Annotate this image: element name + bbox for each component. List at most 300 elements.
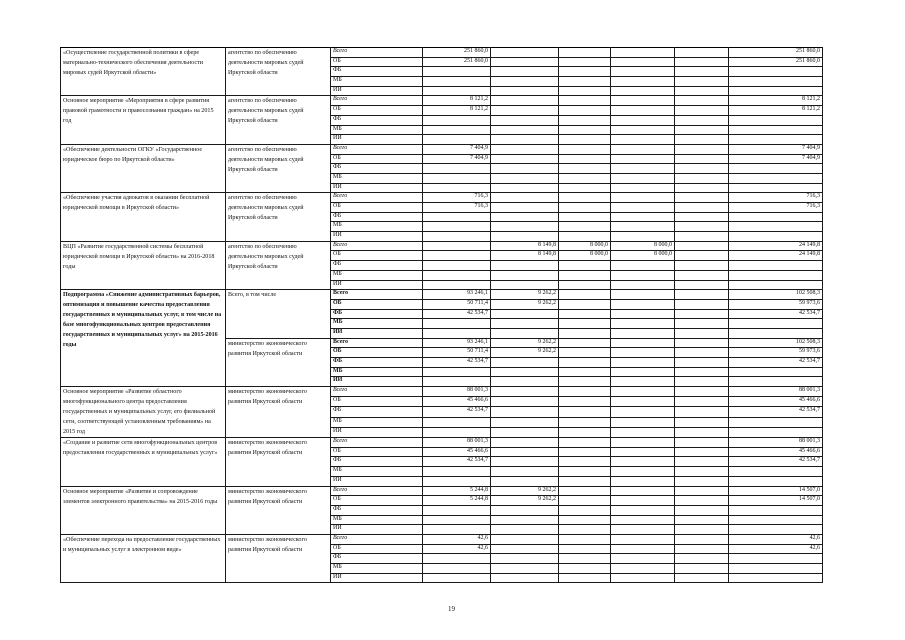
responsible-executor: министерство экономического развития Иркутской области: [226, 438, 331, 486]
year-amount: [611, 280, 675, 290]
funding-source: Всего: [331, 338, 423, 348]
funding-source: ИИ: [331, 86, 423, 96]
funding-source: ОБ: [331, 106, 423, 116]
table-row: [61, 387, 823, 397]
year-amount: [611, 212, 675, 222]
year-amount: [611, 299, 675, 309]
year-amount: [559, 417, 611, 427]
year-amount: [611, 270, 675, 280]
funding-source: МБ: [331, 222, 423, 232]
year-amount: [491, 193, 559, 203]
year-amount: [423, 183, 491, 193]
total-amount: [729, 135, 823, 145]
funding-source: ФБ: [331, 115, 423, 125]
funding-source: Всего: [331, 144, 423, 154]
year-amount: [675, 125, 729, 135]
funding-source: Всего: [331, 387, 423, 397]
page-number: 19: [448, 605, 455, 613]
year-amount: [559, 486, 611, 496]
year-amount: [611, 193, 675, 203]
year-amount: 716,3: [423, 193, 491, 203]
year-amount: [491, 270, 559, 280]
year-amount: [559, 377, 611, 387]
year-amount: 7 404,9: [423, 154, 491, 164]
year-amount: [423, 564, 491, 574]
year-amount: [675, 505, 729, 515]
year-amount: 8 149,8: [491, 251, 559, 261]
year-amount: 9 262,2: [491, 299, 559, 309]
year-amount: [491, 86, 559, 96]
year-amount: [559, 348, 611, 358]
year-amount: [675, 290, 729, 300]
total-amount: [729, 183, 823, 193]
year-amount: [491, 203, 559, 213]
year-amount: [675, 358, 729, 368]
year-amount: [611, 348, 675, 358]
total-amount: 716,3: [729, 203, 823, 213]
year-amount: 42 534,7: [423, 407, 491, 417]
year-amount: [675, 328, 729, 338]
year-amount: [559, 106, 611, 116]
year-amount: [491, 397, 559, 407]
year-amount: [491, 554, 559, 564]
total-amount: [729, 427, 823, 437]
year-amount: [611, 486, 675, 496]
year-amount: [491, 183, 559, 193]
year-amount: [611, 457, 675, 467]
year-amount: [559, 505, 611, 515]
year-amount: 50 711,4: [423, 299, 491, 309]
total-amount: 45 466,6: [729, 397, 823, 407]
activity-description: «Обеспечение деятельности ОГКУ «Государственное юридическое бюро по Иркутской области»: [61, 144, 226, 192]
year-amount: [675, 115, 729, 125]
total-amount: 7 404,9: [729, 144, 823, 154]
year-amount: [491, 438, 559, 448]
year-amount: [611, 554, 675, 564]
funding-source: Всего: [331, 193, 423, 203]
year-amount: [559, 496, 611, 506]
total-amount: 7 404,9: [729, 154, 823, 164]
total-amount: [729, 270, 823, 280]
funding-source: ФБ: [331, 67, 423, 77]
year-amount: 8 000,0: [559, 241, 611, 251]
year-amount: [675, 86, 729, 96]
year-amount: [491, 476, 559, 486]
year-amount: [491, 544, 559, 554]
year-amount: 9 262,2: [491, 348, 559, 358]
year-amount: [675, 438, 729, 448]
funding-source: МБ: [331, 270, 423, 280]
year-amount: [491, 387, 559, 397]
total-amount: [729, 77, 823, 87]
funding-source: ФБ: [331, 505, 423, 515]
year-amount: [559, 309, 611, 319]
year-amount: [675, 515, 729, 525]
total-amount: 42 534,7: [729, 457, 823, 467]
total-amount: 8 121,2: [729, 96, 823, 106]
total-amount: [729, 261, 823, 271]
funding-source: ФБ: [331, 554, 423, 564]
responsible-executor: агентство по обеспечению деятельности мировых судей Иркутской области: [226, 96, 331, 144]
year-amount: [491, 319, 559, 329]
year-amount: [491, 164, 559, 174]
total-amount: [729, 328, 823, 338]
total-amount: [729, 319, 823, 329]
funding-source: ИИ: [331, 280, 423, 290]
funding-source: МБ: [331, 417, 423, 427]
year-amount: [675, 534, 729, 544]
funding-source: МБ: [331, 77, 423, 87]
year-amount: 8 000,0: [559, 251, 611, 261]
year-amount: [611, 476, 675, 486]
year-amount: 45 466,6: [423, 397, 491, 407]
year-amount: [491, 467, 559, 477]
funding-source: Всего: [331, 438, 423, 448]
total-amount: 42,6: [729, 544, 823, 554]
year-amount: [611, 164, 675, 174]
year-amount: [611, 203, 675, 213]
year-amount: [675, 407, 729, 417]
funding-source: ОБ: [331, 496, 423, 506]
year-amount: [423, 164, 491, 174]
year-amount: [423, 86, 491, 96]
funding-source: ИИ: [331, 573, 423, 583]
year-amount: [675, 212, 729, 222]
year-amount: [675, 193, 729, 203]
year-amount: [611, 338, 675, 348]
year-amount: [491, 77, 559, 87]
funding-source: ИИ: [331, 135, 423, 145]
year-amount: [559, 564, 611, 574]
year-amount: [675, 270, 729, 280]
total-amount: [729, 173, 823, 183]
year-amount: 42 534,7: [423, 457, 491, 467]
year-amount: [423, 67, 491, 77]
funding-source: ИИ: [331, 377, 423, 387]
year-amount: [675, 299, 729, 309]
total-amount: 24 149,8: [729, 251, 823, 261]
year-amount: [611, 505, 675, 515]
activity-description: «Осуществление государственной политики в сфере материально-технического обеспечения деятельности мировых судей Иркутской области»: [61, 48, 226, 96]
total-amount: 88 001,3: [729, 438, 823, 448]
year-amount: [611, 232, 675, 242]
year-amount: [491, 48, 559, 58]
year-amount: [611, 183, 675, 193]
total-amount: [729, 212, 823, 222]
activity-description: «Обеспечение участия адвокатов в оказании бесплатной юридической помощи в Иркутской области»: [61, 193, 226, 241]
total-amount: 8 121,2: [729, 106, 823, 116]
year-amount: [611, 387, 675, 397]
total-amount: 251 860,0: [729, 48, 823, 58]
funding-source: ИИ: [331, 183, 423, 193]
total-amount: 59 973,6: [729, 299, 823, 309]
year-amount: [491, 222, 559, 232]
year-amount: [491, 427, 559, 437]
year-amount: [559, 534, 611, 544]
year-amount: [675, 496, 729, 506]
year-amount: [559, 183, 611, 193]
funding-source: МБ: [331, 125, 423, 135]
year-amount: [491, 280, 559, 290]
year-amount: [675, 447, 729, 457]
year-amount: [559, 358, 611, 368]
year-amount: [559, 164, 611, 174]
year-amount: [675, 397, 729, 407]
year-amount: [675, 554, 729, 564]
funding-source: ФБ: [331, 212, 423, 222]
total-amount: [729, 515, 823, 525]
year-amount: [611, 261, 675, 271]
table-row: [61, 241, 823, 251]
year-amount: [675, 476, 729, 486]
year-amount: [491, 525, 559, 535]
year-amount: 5 244,8: [423, 486, 491, 496]
year-amount: [559, 280, 611, 290]
funding-source: ИИ: [331, 525, 423, 535]
year-amount: [611, 367, 675, 377]
activity-description: Основное мероприятие «Развитие областного многофункционального центра предоставления государственных и муниципальных услуг, его филиальной сети, соответствующей установленным требованиям» на 2015 год: [61, 387, 226, 438]
year-amount: [559, 232, 611, 242]
funding-source: МБ: [331, 319, 423, 329]
year-amount: [423, 280, 491, 290]
funding-source: ОБ: [331, 154, 423, 164]
total-amount: [729, 86, 823, 96]
funding-source: ФБ: [331, 309, 423, 319]
year-amount: [675, 241, 729, 251]
year-amount: [675, 417, 729, 427]
year-amount: [423, 417, 491, 427]
total-amount: [729, 525, 823, 535]
year-amount: [675, 457, 729, 467]
year-amount: [611, 135, 675, 145]
funding-source: ФБ: [331, 261, 423, 271]
total-amount: [729, 554, 823, 564]
year-amount: [675, 348, 729, 358]
year-amount: [611, 417, 675, 427]
funding-source: МБ: [331, 467, 423, 477]
total-amount: [729, 377, 823, 387]
year-amount: 8 121,2: [423, 96, 491, 106]
year-amount: [611, 564, 675, 574]
year-amount: [611, 407, 675, 417]
year-amount: 251 860,0: [423, 48, 491, 58]
year-amount: [675, 164, 729, 174]
year-amount: [491, 328, 559, 338]
year-amount: [423, 261, 491, 271]
year-amount: [423, 525, 491, 535]
table-row: [61, 438, 823, 448]
year-amount: [611, 125, 675, 135]
year-amount: 716,3: [423, 203, 491, 213]
year-amount: [611, 544, 675, 554]
year-amount: [611, 290, 675, 300]
year-amount: [559, 96, 611, 106]
year-amount: [611, 144, 675, 154]
year-amount: [611, 328, 675, 338]
responsible-executor: агентство по обеспечению деятельности мировых судей Иркутской области: [226, 193, 331, 241]
year-amount: [559, 212, 611, 222]
total-amount: 14 507,0: [729, 496, 823, 506]
funding-source: ОБ: [331, 203, 423, 213]
year-amount: [559, 135, 611, 145]
year-amount: [423, 115, 491, 125]
year-amount: [423, 554, 491, 564]
year-amount: [611, 309, 675, 319]
year-amount: [491, 417, 559, 427]
responsible-executor: Всего, в том числе: [226, 290, 331, 338]
year-amount: [559, 67, 611, 77]
table-row: [61, 534, 823, 544]
year-amount: [559, 467, 611, 477]
year-amount: [559, 328, 611, 338]
table-row: [61, 96, 823, 106]
total-amount: [729, 67, 823, 77]
year-amount: [423, 251, 491, 261]
year-amount: [491, 106, 559, 116]
year-amount: [423, 367, 491, 377]
year-amount: [611, 154, 675, 164]
activity-description: «Обеспечение перехода на предоставление государственных и муниципальных услуг в электронном виде»: [61, 534, 226, 582]
funding-source: МБ: [331, 173, 423, 183]
year-amount: [491, 377, 559, 387]
year-amount: [423, 232, 491, 242]
responsible-executor: агентство по обеспечению деятельности мировых судей Иркутской области: [226, 241, 331, 289]
responsible-executor: министерство экономического развития Иркутской области: [226, 486, 331, 534]
year-amount: 8 121,2: [423, 106, 491, 116]
funding-source: ИИ: [331, 476, 423, 486]
year-amount: [611, 77, 675, 87]
year-amount: [559, 319, 611, 329]
year-amount: [491, 407, 559, 417]
year-amount: [423, 212, 491, 222]
year-amount: [675, 135, 729, 145]
funding-source: ФБ: [331, 457, 423, 467]
year-amount: [423, 173, 491, 183]
year-amount: [675, 338, 729, 348]
year-amount: [423, 222, 491, 232]
year-amount: [559, 203, 611, 213]
total-amount: 42 534,7: [729, 309, 823, 319]
table-row: [61, 144, 823, 154]
year-amount: [559, 57, 611, 67]
year-amount: [611, 173, 675, 183]
year-amount: 7 404,9: [423, 144, 491, 154]
year-amount: 251 860,0: [423, 57, 491, 67]
year-amount: [559, 125, 611, 135]
total-amount: 102 508,3: [729, 290, 823, 300]
responsible-executor: агентство по обеспечению деятельности мировых судей Иркутской области: [226, 48, 331, 96]
year-amount: [423, 241, 491, 251]
year-amount: [491, 125, 559, 135]
year-amount: [611, 377, 675, 387]
year-amount: [559, 573, 611, 583]
funding-source: ОБ: [331, 397, 423, 407]
table-row: [61, 486, 823, 496]
year-amount: [423, 515, 491, 525]
year-amount: [559, 86, 611, 96]
year-amount: [559, 438, 611, 448]
activity-description: ВЦП «Развитие государственной системы бесплатной юридической помощи в Иркутской области» на 2016-2018 годы: [61, 241, 226, 289]
funding-source: ОБ: [331, 299, 423, 309]
year-amount: [423, 467, 491, 477]
funding-table-body: [61, 48, 823, 583]
year-amount: [423, 125, 491, 135]
year-amount: [611, 534, 675, 544]
year-amount: [559, 154, 611, 164]
funding-source: Всего: [331, 241, 423, 251]
year-amount: [491, 67, 559, 77]
year-amount: 8 149,8: [491, 241, 559, 251]
funding-source: ОБ: [331, 57, 423, 67]
total-amount: [729, 573, 823, 583]
year-amount: [675, 377, 729, 387]
year-amount: [675, 387, 729, 397]
year-amount: [559, 222, 611, 232]
year-amount: [675, 232, 729, 242]
year-amount: [491, 135, 559, 145]
year-amount: [675, 261, 729, 271]
year-amount: [611, 358, 675, 368]
year-amount: [423, 476, 491, 486]
year-amount: [675, 525, 729, 535]
year-amount: [559, 544, 611, 554]
total-amount: [729, 467, 823, 477]
year-amount: 88 001,3: [423, 387, 491, 397]
funding-source: МБ: [331, 564, 423, 574]
year-amount: [559, 77, 611, 87]
year-amount: [675, 106, 729, 116]
table-row: [61, 193, 823, 203]
funding-source: ФБ: [331, 358, 423, 368]
year-amount: [559, 48, 611, 58]
year-amount: [559, 299, 611, 309]
year-amount: [491, 115, 559, 125]
year-amount: 50 711,4: [423, 348, 491, 358]
year-amount: [559, 270, 611, 280]
year-amount: [559, 554, 611, 564]
year-amount: [423, 319, 491, 329]
year-amount: 9 262,2: [491, 496, 559, 506]
year-amount: [491, 154, 559, 164]
funding-source: ИИ: [331, 232, 423, 242]
year-amount: [559, 173, 611, 183]
year-amount: [675, 144, 729, 154]
year-amount: [559, 338, 611, 348]
year-amount: [423, 328, 491, 338]
responsible-executor: агентство по обеспечению деятельности мировых судей Иркутской области: [226, 144, 331, 192]
year-amount: 9 262,2: [491, 290, 559, 300]
year-amount: [675, 309, 729, 319]
year-amount: [491, 367, 559, 377]
total-amount: 102 508,3: [729, 338, 823, 348]
year-amount: [675, 154, 729, 164]
year-amount: [675, 573, 729, 583]
year-amount: [675, 544, 729, 554]
year-amount: [491, 96, 559, 106]
funding-source: Всего: [331, 96, 423, 106]
year-amount: [675, 48, 729, 58]
year-amount: [611, 467, 675, 477]
year-amount: [491, 505, 559, 515]
year-amount: [423, 270, 491, 280]
year-amount: [611, 86, 675, 96]
year-amount: [559, 193, 611, 203]
year-amount: [559, 476, 611, 486]
year-amount: 8 000,0: [611, 241, 675, 251]
year-amount: [611, 48, 675, 58]
year-amount: [491, 515, 559, 525]
funding-source: ОБ: [331, 447, 423, 457]
